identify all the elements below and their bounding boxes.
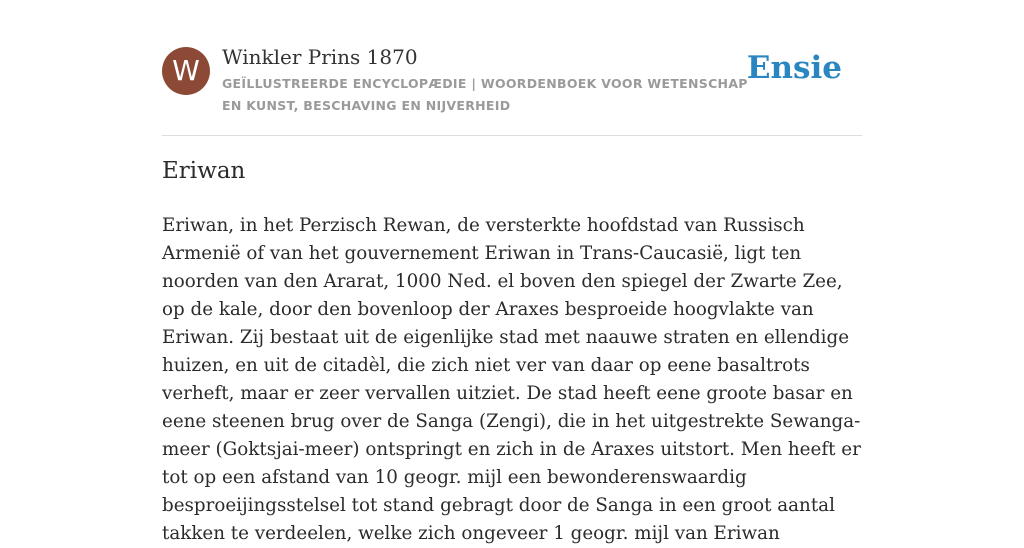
page-container bbox=[162, 0, 862, 544]
entry-title: Eriwan bbox=[162, 158, 246, 184]
source-header bbox=[162, 0, 862, 136]
source-avatar[interactable]: W bbox=[162, 47, 210, 95]
source-title[interactable]: Winkler Prins 1870 bbox=[222, 45, 418, 69]
entry-body: Eriwan, in het Perzisch Rewan, de versterkte hoofdstad van Russisch Armenië of van het gouvernement Eriwan in Trans-Caucasië, ligt ten noorden van den Ararat, 1000 Ned. el boven den spiegel der Zwarte Zee, op de kale, door den bovenloop der Araxes besproeide hoogvlakte van Eriwan. Zij bestaat uit de eigenlijke stad met naauwe straten en ellendige huizen, en uit de citadèl, die zich niet ver van daar op eene basaltrots verheft, maar er zeer vervallen uitziet. De stad heeft eene groote basar en eene steenen brug over de Sanga (Zengi), die in het uitgestrekte Sewanga-meer (Goktsjai-meer) ontspringt en zich in de Araxes uitstort. Men heeft er tot op een afstand van 10 geogr. mijl een bewonderenswaardig besproeijingsstelsel tot stand gebragt door de Sanga in een groot aantal takken te verdeelen, welke zich ongeveer 1 geogr. mijl van Eriwan bbox=[162, 215, 861, 544]
ensie-logo-link[interactable]: Ensie bbox=[746, 50, 842, 86]
source-subtitle: GEÏLLUSTREERDE ENCYCLOPÆDIE | WOORDENBOEK VOOR WETENSCHAP EN KUNST, BESCHAVING EN NIJVERHEID bbox=[222, 76, 748, 113]
